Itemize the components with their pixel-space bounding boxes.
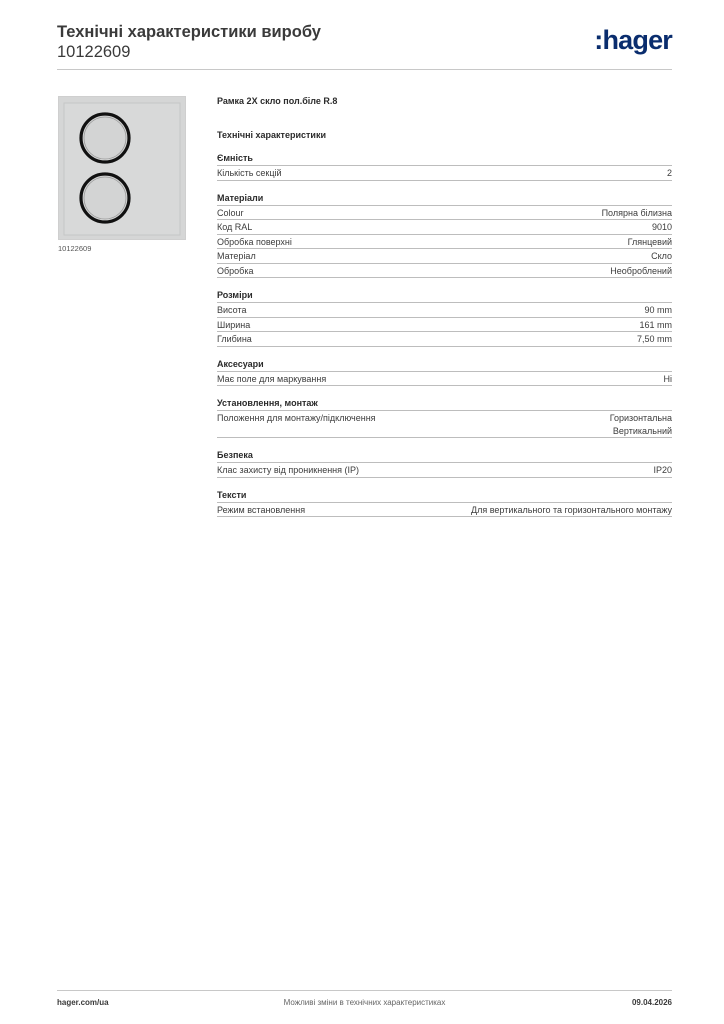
spec-value: Полярна білизна [601,207,672,218]
product-name: Рамка 2X скло пол.біле R.8 [217,96,338,106]
document-number: 10122609 [57,43,131,61]
spec-row [217,372,672,387]
spec-label: Положення для монтажу/підключення [217,413,376,423]
spec-group [217,289,672,347]
spec-group [217,489,672,518]
double-frame-illustration [59,97,187,241]
hager-logo: :hager [594,25,672,55]
spec-value: IP20 [653,465,672,475]
spec-row [217,249,672,264]
document-title: Технічні характеристики виробу [57,23,321,41]
spec-label: Матеріал [217,251,256,261]
footer-website-link[interactable]: hager.com/ua [57,998,109,1007]
spec-label: Обробка [217,265,254,276]
group-title: Ємність [217,152,672,166]
spec-label: Код RAL [217,222,253,232]
spec-row [217,235,672,250]
spec-value: 9010 [651,222,672,232]
spec-label: Висота [217,305,247,315]
spec-groups [217,152,672,517]
spec-group [217,152,672,181]
footer-note: Можливі зміни в технічних характеристиках [283,998,446,1007]
spec-row [217,206,672,221]
spec-value: Скло [651,251,672,261]
spec-group [217,449,672,478]
spec-row [217,303,672,318]
spec-row [217,264,672,279]
spec-value: Для вертикального та горизонтального монтажу [470,504,672,515]
spec-label: Colour [217,207,244,218]
spec-label: Клас захисту від проникнення (IP) [217,465,360,475]
footer-divider [57,990,672,991]
spec-value: 2 [666,168,672,178]
group-title: Тексти [217,489,672,503]
header-divider [57,69,672,70]
spec-row [217,166,672,181]
group-title: Розміри [217,289,672,303]
spec-value: 7,50 mm [636,334,672,344]
spec-value: 161 mm [639,319,672,330]
spec-value: Горизонтальна Вертикальний [609,413,672,436]
group-title: Аксесуари [217,358,672,372]
spec-row [217,463,672,478]
image-caption: 10122609 [58,244,92,253]
spec-value: Необроблений [610,265,672,276]
spec-label: Обробка поверхні [217,236,292,247]
spec-label: Режим встановлення [217,504,306,515]
spec-row [217,411,672,438]
spec-row [217,503,672,518]
spec-value: Ні [663,373,672,384]
spec-row [217,220,672,235]
spec-row [217,332,672,347]
page-header [57,22,672,70]
product-image [58,96,186,240]
spec-label: Глибина [217,334,252,344]
spec-group [217,358,672,387]
footer-date: 09.04.2026 [631,998,672,1007]
group-title: Установлення, монтаж [217,397,672,411]
section-title: Технічні характеристики [217,130,326,140]
group-title: Безпека [217,449,672,463]
spec-value: 90 mm [644,305,672,315]
spec-label: Ширина [217,319,251,330]
spec-row [217,318,672,333]
spec-value: Глянцевий [627,236,672,247]
spec-group [217,192,672,279]
spec-label: Має поле для маркування [217,373,327,384]
specification-panel [217,95,672,528]
spec-label: Кількість секцій [217,168,282,178]
spec-group [217,397,672,438]
group-title: Матеріали [217,192,672,206]
